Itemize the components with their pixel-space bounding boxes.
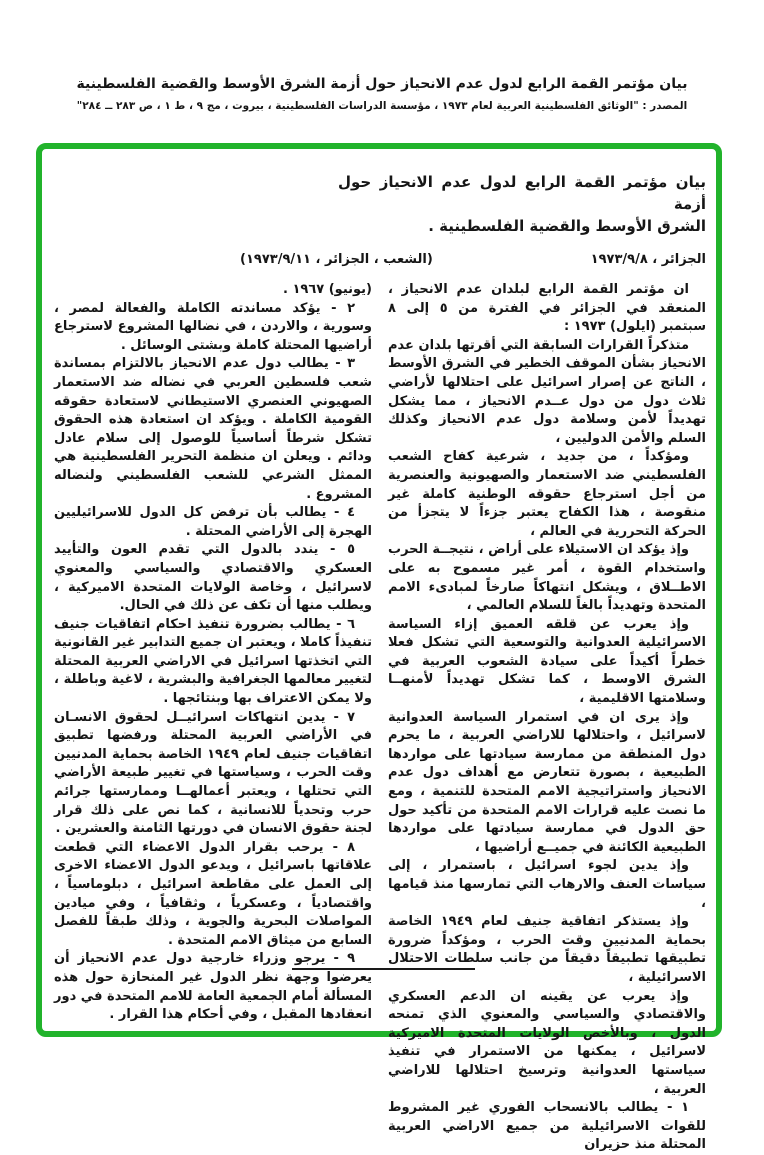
- paragraph: وإذ يعرب عن يقينه ان الدعم العسكري والاقتصادي والسياسي والمعنوي الذي تمنحه الدول ، وبالأخص الولايات المتحدة الاميركية لاسرائيل ، يمكنها من الاستمرار في تنفيذ سياستها العدوانية وترسيخ احتلالها للاراضي العربية ،: [388, 988, 706, 1097]
- paragraph: ١ - يطالب بالانسحاب الفوري غير المشروط للقوات الاسرائيلية من جميع الاراضي العربية المحتلة منذ حزيران: [388, 1100, 706, 1153]
- page-header-title: بيان مؤتمر القمة الرابع لدول عدم الانحياز حول أزمة الشرق الأوسط والقضية الفلسطينية: [76, 76, 688, 92]
- paragraph: ٣ - يطالب دول عدم الانحياز بالالتزام بمساندة شعب فلسطين العربي في نضاله ضد الاستعمار الصهيوني العنصري الاستيطاني لاستعادة حقوقه القومية الكاملة . ويؤكد ان استعادة هذه الحقوق تشكل شرطاً أساسياً للوصول إلى سلام عادل ودائم . ويعلن ان منظمة التحرير الفلسطينية هي الممثل الشرعي للشعب الفلسطيني ولنضاله المشروع .: [54, 356, 372, 502]
- paragraph: ومؤكداً ، من جديد ، شرعية كفاح الشعب الفلسطيني ضد الاستعمار والصهيونية والعنصرية من أجل استرجاع حقوقه الوطنية كاملة غير منقوصة ، هذا الكفاح يعتبر جزءاً لا يتجزأ من الحركة التحررية في العالم ،: [388, 449, 706, 539]
- paragraph: وإذ يؤكد ان الاستيلاء على أراض ، نتيجــة الحرب واستخدام القوة ، أمر غير مسموح به على الاطــلاق ، ويشكل انتهاكاً صارخاً لمبادىء الامم المتحدة وتهديداً بالغاً للسلام العالمي ،: [388, 542, 706, 614]
- dateline-place-date: الجزائر ، ١٩٧٣/٩/٨: [590, 252, 706, 267]
- paragraph: وإذ يرى ان في استمرار السياسة العدوانية لاسرائيل ، واحتلالها للاراضي العربية ، ما يحرم دول المنطقة من ممارسة سيادتها على مواردها الطبيعية ، بصورة تتعارض مع أهداف دول عدم الانحياز واستراتيجية الامم المتحدة للتنمية ، ومع ما نصت عليه قرارات الامم المتحدة من تأكيد حول حق الدول في ممارسة سيادتها على مواردها الطبيعية الكائنة في جميــع أراضيها ،: [388, 709, 706, 855]
- paragraph: ٦ - يطالب بضرورة تنفيذ احكام اتفاقيات جنيف تنفيذاً كاملا ، ويعتبر ان جميع التدابير غير القانونية التي اتخذتها اسرائيل في الاراضي العربية المحتلة لتغيير معالمها الجغرافية والبشرية ، لاغية وباطلة ، ولا يمكن الاعتراف بها وبنتائجها .: [54, 616, 372, 707]
- document-title-line1: بيان مؤتمر القمة الرابع لدول عدم الانحياز حول أزمة: [338, 173, 706, 213]
- document-title: [338, 171, 706, 237]
- paragraph: ٧ - يدين انتهاكات اسرائيــل لحقوق الانسـان في الأراضي العربية المحتلة ورفضها تطبيق اتفاقيات جنيف لعام ١٩٤٩ الخاصة بحماية المدنيين وقت الحرب ، وسياستها في تغيير طبيعة الأراضي التي تحتلها ، ويعتبر أعمالهــا وممارستها جرائم حرب وتحدياً للانسانية ، كما نص على ذلك قرار لجنة حقوق الانسان في دورتها الثامنة والعشرين .: [54, 709, 372, 837]
- paragraph: وإذ يدين لجوء اسرائيل ، باستمرار ، إلى سياسات العنف والارهاب التي تمارسها منذ قيامها ،: [388, 858, 706, 911]
- column-right: [388, 281, 706, 1155]
- page-header-source: المصدر : "الوثائق الفلسطينية العربية لعام ١٩٧٣ ، مؤسسة الدراسات الفلسطينية ، بيروت ، مج ٩ ، ط ١ ، ص ٢٨٣ ــ ٢٨٤": [76, 100, 688, 112]
- paragraph: ٩ - يرجو وزراء خارجية دول عدم الانحياز أن يعرضوا وجهة نظر الدول غير المنحازة حول هذه المسألة أمام الجمعية العامة للامم المتحدة في دور انعقادها المقبل ، وفي أحكام هذا القرار .: [54, 951, 372, 1023]
- document-frame: [36, 143, 722, 1153]
- paragraph: ٨ - يرحب بقرار الدول الاعضاء التي قطعت علاقاتها باسرائيل ، ويدعو الدول الاعضاء الاخرى إلى العمل على مقاطعة اسرائيل ، دبلوماسياً ، واقتصادياً ، وعسكرياً ، وثقافياً ، وفي ميادين المواصلات البحرية والجوية ، وذلك طبقاً للفصل السابع من ميثاق الامم المتحدة .: [54, 839, 372, 948]
- column-left: [54, 281, 372, 1155]
- text-columns: [54, 281, 706, 1155]
- paragraph: وإذ يعرب عن قلقه العميق إزاء السياسة الاسرائيلية العدوانية والتوسعية التي تشكل فعلا خطراً أكيداً على سيادة الشعوب العربية في الشرق الاوسط ، كما تشكل تهديداً لأمنهــا وسلامتها الاقليمية ،: [388, 616, 706, 707]
- paragraph: ٢ - يؤكد مساندته الكاملة والفعالة لمصر ، وسورية ، والاردن ، في نضالها المشروع لاسترجاع أراضيها المحتلة كاملة وبشتى الوسائل .: [54, 300, 372, 353]
- paragraph: ٥ - يندد بالدول التي تقدم العون والتأييد العسكري والاقتصادي والسياسي والمعنوي لاسرائيل ، وخاصة الولايات المتحدة الاميركية ، ويطلب منها أن تكف عن ذلك في الحال.: [54, 542, 372, 614]
- document-title-line2: الشرق الأوسط والقضية الفلسطينية .: [428, 217, 706, 235]
- paragraph: ٤ - يطالب بأن ترفض كل الدول للاسرائيليين الهجرة إلى الأراضي المحتلة .: [54, 505, 372, 539]
- paragraph: متذكراً القرارات السابقة التي أقرتها بلدان عدم الانحياز بشأن الموقف الخطير في الشرق الأوسط ، الناتج عن إصرار اسرائيل على احتلالها لأراضي ثلاث دول من دول عــدم الانحياز ، مما يشكل تهديداً لأمن وسلامة دول عدم الانحياز وكذلك السلم والأمن الدوليين ،: [388, 337, 706, 446]
- paragraph: (يونيو) ١٩٦٧ .: [283, 282, 372, 297]
- dateline: [240, 251, 706, 269]
- paragraph: وإذ يستذكر اتفاقية جنيف لعام ١٩٤٩ الخاصة بحماية المدنيين وقت الحرب ، ومؤكداً ضرورة تطبيقها تطبيقاً دقيقاً من جانب سلطات الاحتلال الاسرائيلية ،: [388, 914, 706, 985]
- bottom-divider: [292, 968, 475, 970]
- paragraph: ان مؤتمر القمة الرابع لبلدان عدم الانحياز ، المنعقد في الجزائر في الفترة من ٥ إلى ٨ سبتمبر (ايلول) ١٩٧٣ :: [388, 282, 706, 335]
- dateline-publication: (الشعب ، الجزائر ، ١٩٧٣/٩/١١): [240, 252, 433, 267]
